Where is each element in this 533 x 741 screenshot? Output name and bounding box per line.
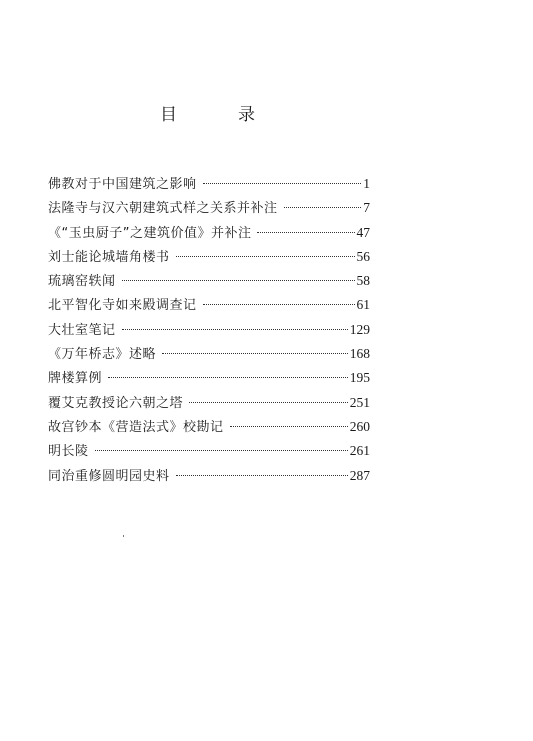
- dot-leader: [203, 304, 355, 305]
- toc-entry-title: 北平智化寺如来殿调查记: [48, 298, 197, 314]
- dot-leader: [95, 450, 348, 451]
- toc-page-number: 61: [356, 297, 370, 313]
- dot-leader: [189, 402, 348, 403]
- toc-entry-title: 佛教对于中国建筑之影响: [48, 177, 197, 192]
- toc-entry[interactable]: [48, 343, 370, 367]
- toc-entry[interactable]: [48, 416, 370, 440]
- toc-page-number: 261: [349, 443, 370, 459]
- toc-page-number: 129: [349, 321, 370, 337]
- toc-page-number: 56: [356, 248, 370, 264]
- toc-entry-title: 《万年桥志》述略: [48, 347, 157, 363]
- dot-leader: [257, 232, 354, 233]
- toc-entry-title: 《“玉虫厨子”之建筑价值》并补注: [48, 225, 252, 241]
- table-of-contents: [48, 173, 370, 489]
- dot-leader: [284, 207, 362, 208]
- toc-entry[interactable]: [48, 294, 370, 318]
- toc-page-number: 58: [356, 273, 370, 289]
- toc-page-number: 195: [349, 370, 370, 386]
- toc-page-number: 1: [363, 176, 370, 191]
- toc-entry[interactable]: [48, 222, 370, 246]
- toc-entry-title: 故宫钞本《营造法式》校勘记: [48, 419, 224, 435]
- toc-entry-title: 刘士能论城墙角楼书: [48, 249, 170, 265]
- toc-page-number: 7: [363, 200, 370, 216]
- toc-entry-title: 琉璃窑轶闻: [48, 274, 116, 290]
- dot-leader: [203, 183, 362, 184]
- dot-leader: [176, 475, 348, 476]
- toc-entry[interactable]: [48, 319, 370, 343]
- toc-entry-title: 覆艾克教授论六朝之塔: [48, 395, 184, 411]
- toc-entry-title: 明长陵: [48, 444, 89, 460]
- toc-entry-title: 牌楼算例: [48, 371, 103, 387]
- toc-entry-title: 同治重修圆明园史料: [48, 468, 170, 484]
- scan-speck: [123, 535, 124, 537]
- toc-entry-title: 法隆寺与汉六朝建筑式样之关系并补注: [48, 201, 278, 217]
- dot-leader: [122, 280, 355, 281]
- toc-entry[interactable]: [48, 246, 370, 270]
- toc-page-number: 47: [356, 224, 370, 240]
- toc-page-number: 287: [349, 467, 370, 483]
- dot-leader: [176, 256, 355, 257]
- toc-page-number: 251: [349, 394, 370, 410]
- toc-page-number: 260: [349, 418, 370, 434]
- toc-entry-title: 大壮室笔记: [48, 322, 116, 338]
- toc-entry[interactable]: [48, 270, 370, 294]
- toc-entry[interactable]: [48, 367, 370, 391]
- dot-leader: [108, 377, 348, 378]
- dot-leader: [230, 426, 348, 427]
- toc-entry[interactable]: [48, 173, 370, 197]
- page-title: [0, 100, 533, 125]
- toc-entry[interactable]: [48, 440, 370, 464]
- title-char-1: 目: [160, 105, 177, 125]
- dot-leader: [162, 353, 348, 354]
- dot-leader: [122, 329, 348, 330]
- toc-entry[interactable]: [48, 197, 370, 221]
- toc-page-number: 168: [349, 346, 370, 362]
- toc-entry[interactable]: [48, 465, 370, 489]
- toc-entry[interactable]: [48, 392, 370, 416]
- title-char-2: 录: [238, 105, 255, 125]
